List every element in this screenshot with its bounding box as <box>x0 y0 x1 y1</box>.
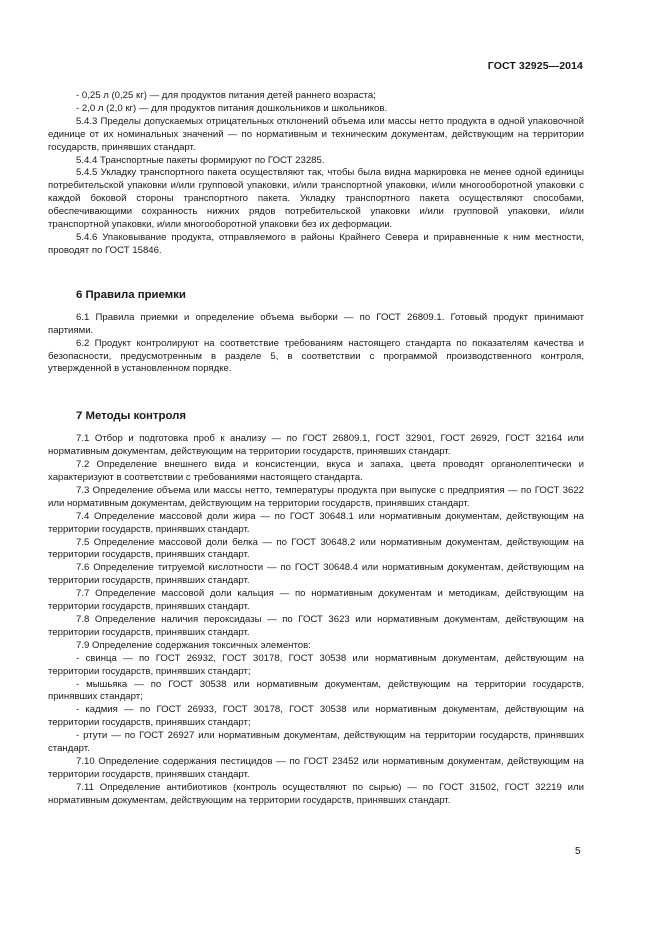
paragraph-5-4-4: 5.4.4 Транспортные пакеты формируют по ГОСТ 23285. <box>76 154 325 166</box>
paragraph-5-4-6: 5.4.6 Упаковывание продукта, отправляемого в районы Крайнего Севера и приравненные к ним местности, проводят по ГОСТ 15846. <box>48 231 584 256</box>
section-heading-6: 6 Правила приемки <box>76 288 186 301</box>
section-heading-7: 7 Методы контроля <box>76 410 187 423</box>
paragraph-7-7: 7.7 Определение массовой доли кальция — по нормативным документам и методикам, действующим на территории государств, принявших стандарт. <box>48 588 584 613</box>
list-item: - свинца — по ГОСТ 26932, ГОСТ 30178, ГОСТ 30538 или нормативным документам, действующим на территории государств, принявших стандарт; <box>48 652 584 677</box>
paragraph-5-4-3: 5.4.3 Пределы допускаемых отрицательных отклонений объема или массы нетто продукта в одной упаковочной единице от их номинальных значений — по нормативным и техническим документам, действующим на территории государств, принявших стандарт. <box>48 115 584 153</box>
page-number: 5 <box>575 846 581 857</box>
paragraph-7-6: 7.6 Определение титруемой кислотности — по ГОСТ 30648.4 или нормативным документам, действующим на территории государств, принявших стандарт. <box>48 562 584 587</box>
paragraph-7-3: 7.3 Определение объема или массы нетто, температуры продукта при выпуске с предприятия — по ГОСТ 3622 или нормативным документам, действующим на территории государств, принявших стандарт. <box>48 484 584 509</box>
paragraph-7-10: 7.10 Определение содержания пестицидов — по ГОСТ 23452 или нормативным документам, действующим на территории государств, принявших стандарт. <box>48 755 584 780</box>
list-item: - ртути — по ГОСТ 26927 или нормативным документам, действующим на территории государств, принявших стандарт. <box>48 730 584 755</box>
document-id-header: ГОСТ 32925—2014 <box>487 60 583 72</box>
paragraph-7-9: 7.9 Определение содержания токсичных элементов: <box>76 639 311 651</box>
paragraph-7-2: 7.2 Определение внешнего вида и консистенции, вкуса и запаха, цвета проводят органолептически и характеризуют в соответствии с требованиями настоящего стандарта. <box>48 459 584 484</box>
list-item: - кадмия — по ГОСТ 26933, ГОСТ 30178, ГОСТ 30538 или нормативным документам, действующим на территории государств, принявших стандарт; <box>48 704 584 729</box>
paragraph-6-2: 6.2 Продукт контролируют на соответствие требованиям настоящего стандарта по показателям качества и безопасности, предусмотренным в разделе 5, в соответствии с программой производственного контроля, утвержденной в установленном порядке. <box>48 337 584 375</box>
paragraph-7-1: 7.1 Отбор и подготовка проб к анализу — по ГОСТ 26809.1, ГОСТ 32901, ГОСТ 26929, ГОСТ 32164 или нормативным документам, действующим на территории государств, принявших стандарт. <box>48 433 584 458</box>
paragraph-7-4: 7.4 Определение массовой доли жира — по ГОСТ 30648.1 или нормативным документам, действующим на территории государств, принявших стандарт. <box>48 510 584 535</box>
list-item: - 0,25 л (0,25 кг) — для продуктов питания детей раннего возраста; <box>76 90 376 101</box>
list-item: - мышьяка — по ГОСТ 30538 или нормативным документам, действующим на территории государств, принявших стандарт; <box>48 678 584 703</box>
document-body <box>48 90 584 808</box>
paragraph-7-11: 7.11 Определение антибиотиков (контроль осуществляют по сырью) — по ГОСТ 31502, ГОСТ 32219 или нормативным документам, действующим на территории государств, принявших стандарт. <box>48 781 584 806</box>
paragraph-5-4-5: 5.4.5 Укладку транспортного пакета осуществляют так, чтобы была видна маркировка не менее одной единицы потребительской упаковки и/или групповой упаковки, и/или транспортной упаковки, и/или многооборотной упаковки с каждой боковой стороны транспортного пакета. Укладку транспортного пакета осуществляют способами, обеспечивающими сохранность нижних рядов потребительской упаковки и/или групповой упаковки, и/или транспортной упаковки, и/или многооборотной упаковки без их деформации. <box>48 167 584 231</box>
paragraph-6-1: 6.1 Правила приемки и определение объема выборки — по ГОСТ 26809.1. Готовый продукт принимают партиями. <box>48 311 584 336</box>
paragraph-7-8: 7.8 Определение наличия пероксидазы — по ГОСТ 3623 или нормативным документам, действующим на территории государств, принявших стандарт. <box>48 614 584 638</box>
list-item: - 2,0 л (2,0 кг) — для продуктов питания дошкольников и школьников. <box>76 102 388 114</box>
paragraph-7-5: 7.5 Определение массовой доли белка — по ГОСТ 30648.2 или нормативным документам, действующим на территории государств, принявших стандарт. <box>48 536 584 561</box>
